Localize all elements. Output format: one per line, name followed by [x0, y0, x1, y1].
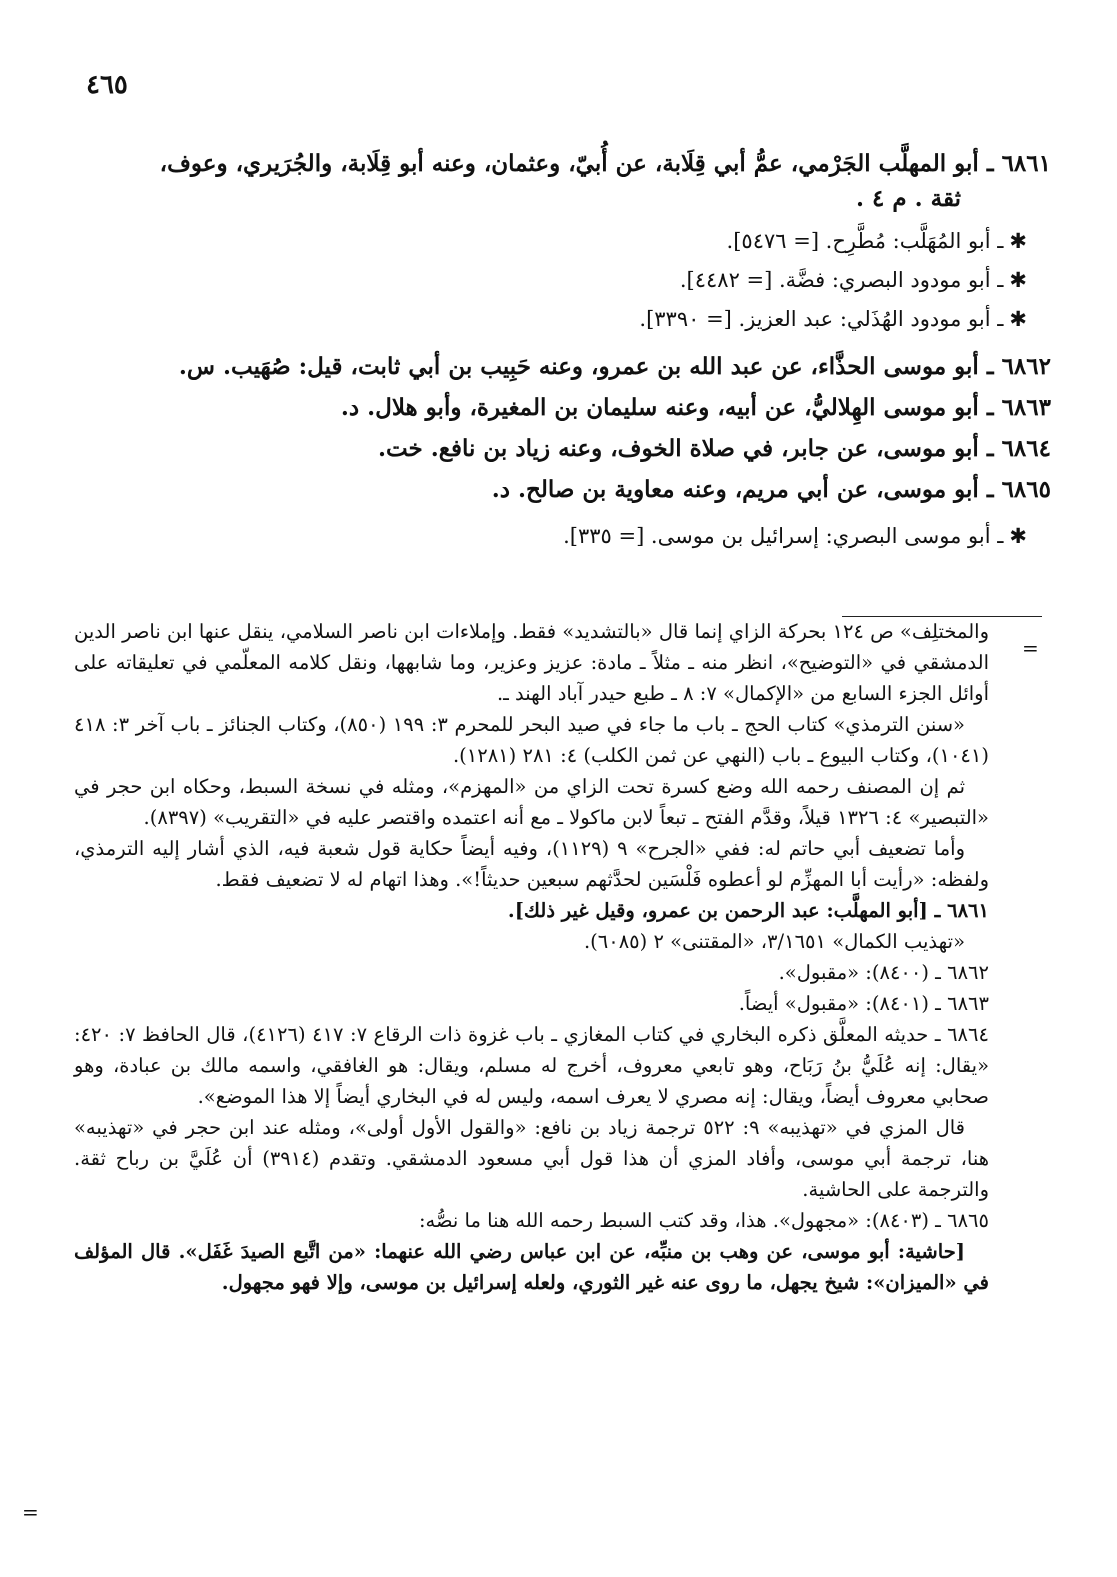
continuation-mark: =: [22, 1500, 39, 1524]
footnote-entry-6861: ٦٨٦١ ـ [أبو المهلَّب: عبد الرحمن بن عمرو، وقيل غير ذلك].: [507, 899, 989, 922]
entry-6865: ٦٨٦٥ ـ أبو موسى، عن أبي مريم، وعنه معاوية بن صالح. د.: [491, 476, 1051, 503]
entry-6863: ٦٨٦٣ ـ أبو موسى الهِلاليُّ، عن أبيه، وعنه سليمان بن المغيرة، وأبو هلال. د.: [340, 394, 1051, 421]
footnotes: [74, 616, 989, 1298]
entry-6864: ٦٨٦٤ ـ أبو موسى، عن جابر، في صلاة الخوف، وعنه زياد بن نافع. خت.: [377, 435, 1051, 462]
cross-reference: ✱ـ أبو مودود البصري: فضَّة. [= ٤٤٨٢].: [679, 268, 1027, 292]
continuation-mark: =: [1022, 636, 1039, 660]
footnote-paragraph: قال المزي في «تهذيبه» ٩: ٥٢٢ ترجمة زياد بن نافع: «والقول الأول أولى»، ومثله عند ابن حجر في «تهذيبه» هنا، ترجمة أبي موسى، وأفاد المزي أن هذا قول أبي مسعود الدمشقي. وتقدم (٣٩١٤) أن عُلَيَّ بن رباح ثقة. والترجمة على الحاشية.: [74, 1116, 989, 1201]
footnote-entry-6865: ٦٨٦٥ ـ (٨٤٠٣): «مجهول». هذا، وقد كتب السبط رحمه الله هنا ما نصُّه:: [418, 1209, 989, 1232]
footnote-paragraph: «تهذيب الكمال» ٣/١٦٥١، «المقتنى» ٢ (٦٠٨٥).: [583, 930, 965, 953]
footnote-entry-6863: ٦٨٦٣ ـ (٨٤٠١): «مقبول» أيضاً.: [738, 992, 989, 1015]
asterisk-icon: ✱: [1009, 268, 1027, 292]
footnote-quoted-note: [حاشية: أبو موسى، عن وهب بن منبِّه، عن ابن عباس رضي الله عنهما: «من اتَّبع الصيدَ غَفَل». قال المؤلف في «الميزان»: شيخ يجهل، ما روى عنه غير الثوري، ولعله إسرائيل بن موسى، وإلا فهو مجهول.: [74, 1240, 989, 1294]
footnote-paragraph: «سنن الترمذي» كتاب الحج ـ باب ما جاء في صيد البحر للمحرم ٣: ١٩٩ (٨٥٠)، وكتاب الجنائز ـ باب آخر ٣: ٤١٨ (١٠٤١)، وكتاب البيوع ـ باب (النهي عن ثمن الكلب) ٤: ٢٨١ (١٢٨١).: [74, 713, 989, 767]
asterisk-icon: ✱: [1009, 307, 1027, 331]
footnote-entry-6862: ٦٨٦٢ ـ (٨٤٠٠): «مقبول».: [778, 961, 989, 984]
entry-text: ٦٨٦١ ـ أبو المهلَّب الجَرْمي، عمُّ أبي قِلَابة، عن أُبيّ، وعثمان، وعنه أبو قِلَابة، والجُرَيري، وعوف،: [159, 150, 1051, 177]
footnote-entry-6864: ٦٨٦٤ ـ حديثه المعلَّق ذكره البخاري في كتاب المغازي ـ باب غزوة ذات الرقاع ٧: ٤١٧ (٤١٢٦)، قال الحافظ ٧: ٤٢٠: «يقال: إنه عُلَيُّ بنُ رَبَاح، وهو تابعي معروف، أخرج له مسلم، ويقال: هو الغافقي، واسمه مالك بن عبادة، وهو صحابي معروف أيضاً، ويقال: إنه مصري لا يعرف اسمه، وليس له في البخاري أيضاً إلا هذا الموضع».: [74, 1023, 989, 1108]
footnote-paragraph: ثم إن المصنف رحمه الله وضع كسرة تحت الزاي من «المهزم»، ومثله في نسخة السبط، وحكاه ابن حجر في «التبصير» ٤: ١٣٢٦ قيلاً، وقدَّم الفتح ـ تبعاً لابن ماكولا ـ مع أنه اعتمده واقتصر عليه في «التقريب» (٨٣٩٧).: [74, 775, 989, 829]
entry-continuation: ثقة . م ٤ .: [855, 185, 961, 212]
main-entries: [66, 146, 1051, 556]
cross-reference: ✱ـ أبو المُهَلَّب: مُطَّرِح. [= ٥٤٧٦].: [726, 229, 1027, 253]
cross-reference: ✱ـ أبو مودود الهُذَلي: عبد العزيز. [= ٣٣٩٠].: [639, 307, 1027, 331]
page-number: ٤٦٥: [86, 70, 128, 100]
entry-6862: ٦٨٦٢ ـ أبو موسى الحذَّاء، عن عبد الله بن عمرو، وعنه حَبِيب بن أبي ثابت، قيل: صُهَيب. س.: [178, 353, 1051, 380]
entry-6861: [66, 146, 1051, 216]
asterisk-icon: ✱: [1009, 524, 1027, 548]
footnote-paragraph: وأما تضعيف أبي حاتم له: ففي «الجرح» ٩ (١١٢٩)، وفيه أيضاً حكاية قول شعبة فيه، الذي أشار إليه الترمذي، ولفظه: «رأيت أبا المهزِّم لو أعطوه فَلْسَين لحدَّثهم سبعين حديثاً!». وهذا اتهام له لا تضعيف فقط.: [74, 837, 989, 891]
footnote-paragraph: والمختلِف» ص ١٢٤ بحركة الزاي إنما قال «بالتشديد» فقط. وإملاءات ابن ناصر السلامي، ينقل عنها ابن ناصر الدين الدمشقي في «التوضيح»، انظر منه ـ مثلاً ـ مادة: عزيز وعزير، وما شابهها، ونقل كلامه المعلّمي في تعليقاته على أوائل الجزء السابع من «الإكمال» ٧: ٨ ـ طبع حيدر آباد الهند ـ.: [74, 620, 989, 705]
cross-reference: ✱ـ أبو موسى البصري: إسرائيل بن موسى. [= ٣٣٥].: [563, 524, 1027, 548]
asterisk-icon: ✱: [1009, 229, 1027, 253]
